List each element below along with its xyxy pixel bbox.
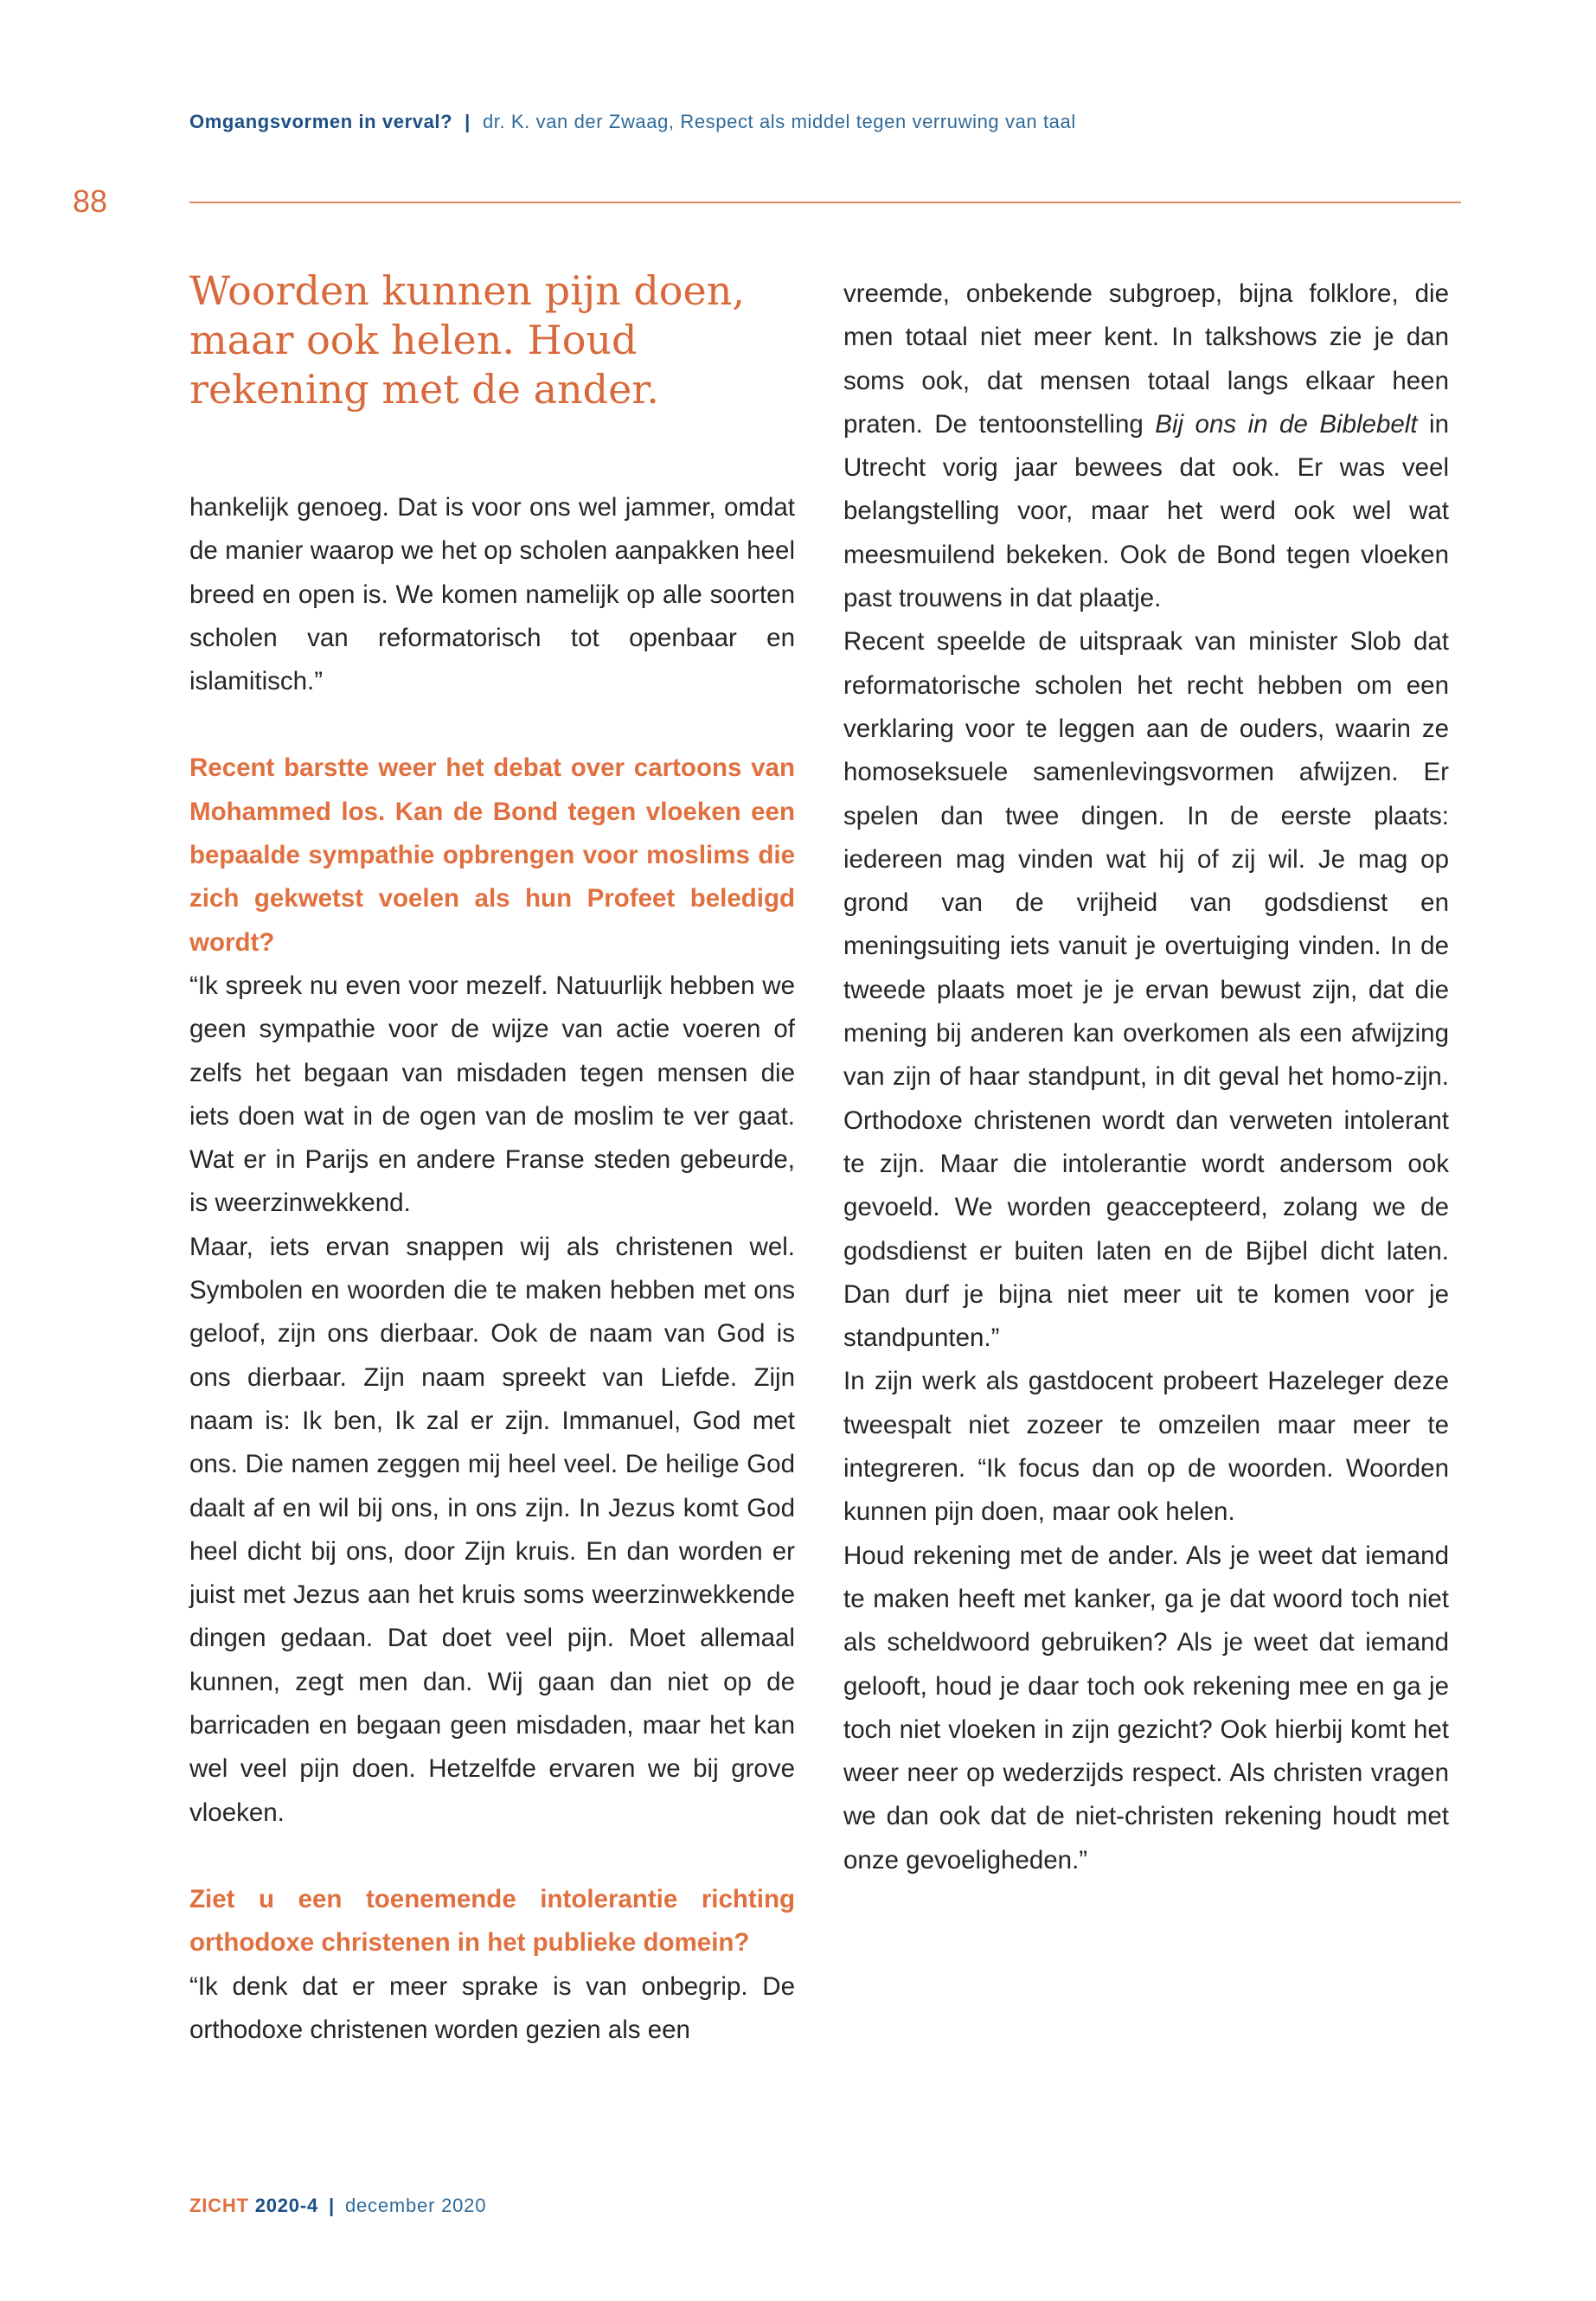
body-text: vreemde, onbekende subgroep, bijna folklore, die men totaal niet meer kent. In talkshows zie je dan soms ook, dat mensen totaal langs elkaar heen praten. De tentoonstelling: [843, 279, 1449, 439]
body-paragraph: In zijn werk als gastdocent probeert Hazeleger deze tweespalt niet zozeer te omzeilen maar meer te integreren. “Ik focus dan op de woorden. Woorden kunnen pijn doen, maar ook helen.: [843, 1367, 1449, 1527]
footer-date: december 2020: [344, 2195, 487, 2216]
header-article-title: dr. K. van der Zwaag, Respect als middel tegen verruwing van taal: [482, 111, 1076, 132]
interview-question-2: Ziet u een toenemende intolerantie richting orthodoxe christenen in het publieke domein?: [189, 1884, 795, 1958]
spacer: [189, 1835, 795, 1878]
body-paragraph: Recent speelde de uitspraak van minister Slob dat reformatorische scholen het recht hebben om een verklaring voor te leggen aan de ouders, waarin ze homoseksuele samenlevingsvormen afwijzen. Er spelen dan twee dingen. In de eerste plaats: iedereen mag vinden wat hij of zij wil. Je mag op grond van de vrijheid van godsdienst en meningsuiting iets vanuit je overtuiging vinden. In de tweede plaats moet je je ervan bewust zijn, dat die mening bij anderen kan overkomen als een afwijzing van zijn of haar standpunt, in dit geval het homo-zijn. Orthodoxe christenen wordt dan verweten intolerant te zijn. Maar die intolerantie wordt andersom ook gevoeld. We worden geaccepteerd, zolang we de godsdienst er buiten laten en de Bijbel dicht laten. Dan durf je bijna niet meer uit te komen voor je standpunten.”: [843, 627, 1449, 1353]
body-text: in Utrecht vorig jaar bewees dat ook. Er was veel belangstelling voor, maar het werd ook wel wat meesmuilend bekeken. Ook de Bond tegen vloeken past trouwens in dat plaatje.: [843, 409, 1449, 613]
header-series-title: Omgangsvormen in verval?: [189, 111, 453, 132]
pull-quote: Woorden kunnen pijn doen, maar ook helen. Houd rekening met de ander.: [189, 267, 745, 413]
interview-question-1: Recent barstte weer het debat over cartoons van Mohammed los. Kan de Bond tegen vloeken een bepaalde sympathie opbrengen voor moslims die zich gekwetst voelen als hun Profeet beledigd wordt?: [189, 753, 795, 957]
answer-paragraph: Maar, iets ervan snappen wij als christenen wel. Symbolen en woorden die te maken hebben met ons geloof, zijn ons dierbaar. Ook de naam van God is ons dierbaar. Zijn naam spreekt van Liefde. Zijn naam is: Ik ben, Ik zal er zijn. Immanuel, God met ons. Die namen zeggen mij heel veel. De heilige God daalt af en wil bij ons, in ons zijn. In Jezus komt God heel dicht bij ons, door Zijn kruis. En dan worden er juist met Jezus aan het kruis soms weerzinwekkende dingen gedaan. Dat doet veel pijn. Moet allemaal kunnen, zegt men dan. Wij gaan dan niet op de barricaden en begaan geen misdaden, maar het kan wel veel pijn doen. Hetzelfde ervaren we bij grove vloeken.: [189, 1232, 795, 1827]
answer-paragraph: “Ik denk dat er meer sprake is van onbegrip. De orthodoxe christenen worden gezien als een: [189, 1971, 795, 2044]
left-column: [189, 486, 795, 2052]
spacer: [189, 703, 795, 747]
right-column: [843, 272, 1449, 1882]
footer-magazine: ZICHT: [189, 2195, 249, 2216]
footer-separator: |: [329, 2195, 335, 2216]
intro-paragraph: hankelijk genoeg. Dat is voor ons wel jammer, omdat de manier waarop we het op scholen aanpakken heel breed en open is. We komen namelijk op alle soorten scholen van reformatorisch tot openbaar en islamitisch.”: [189, 493, 795, 696]
body-paragraph: [843, 272, 1449, 620]
header-separator: |: [465, 111, 471, 132]
body-paragraph: Houd rekening met de ander. Als je weet dat iemand te maken heeft met kanker, ga je dat woord toch niet als scheldwoord gebruiken? Als je weet dat iemand gelooft, houd je daar toch ook rekening mee en ga je toch niet vloeken in zijn gezicht? Ook hierbij komt het weer neer op wederzijds respect. Als christen vragen we dan ook dat de niet-christen rekening houdt met onze gevoeligheden.”: [843, 1541, 1449, 1875]
footer-issue: 2020-4: [254, 2195, 318, 2216]
page-footer: [189, 2195, 486, 2217]
header-rule: [189, 202, 1461, 203]
page-number: 88: [73, 183, 108, 219]
exhibition-title: Bij ons in de Biblebelt: [1155, 409, 1418, 439]
answer-paragraph: “Ik spreek nu even voor mezelf. Natuurlijk hebben we geen sympathie voor de wijze van actie voeren of zelfs het begaan van misdaden tegen mensen die iets doen wat in de ogen van de moslim te ver gaat. Wat er in Parijs en andere Franse steden gebeurde, is weerzinwekkend.: [189, 971, 795, 1218]
running-header: [189, 111, 1470, 133]
